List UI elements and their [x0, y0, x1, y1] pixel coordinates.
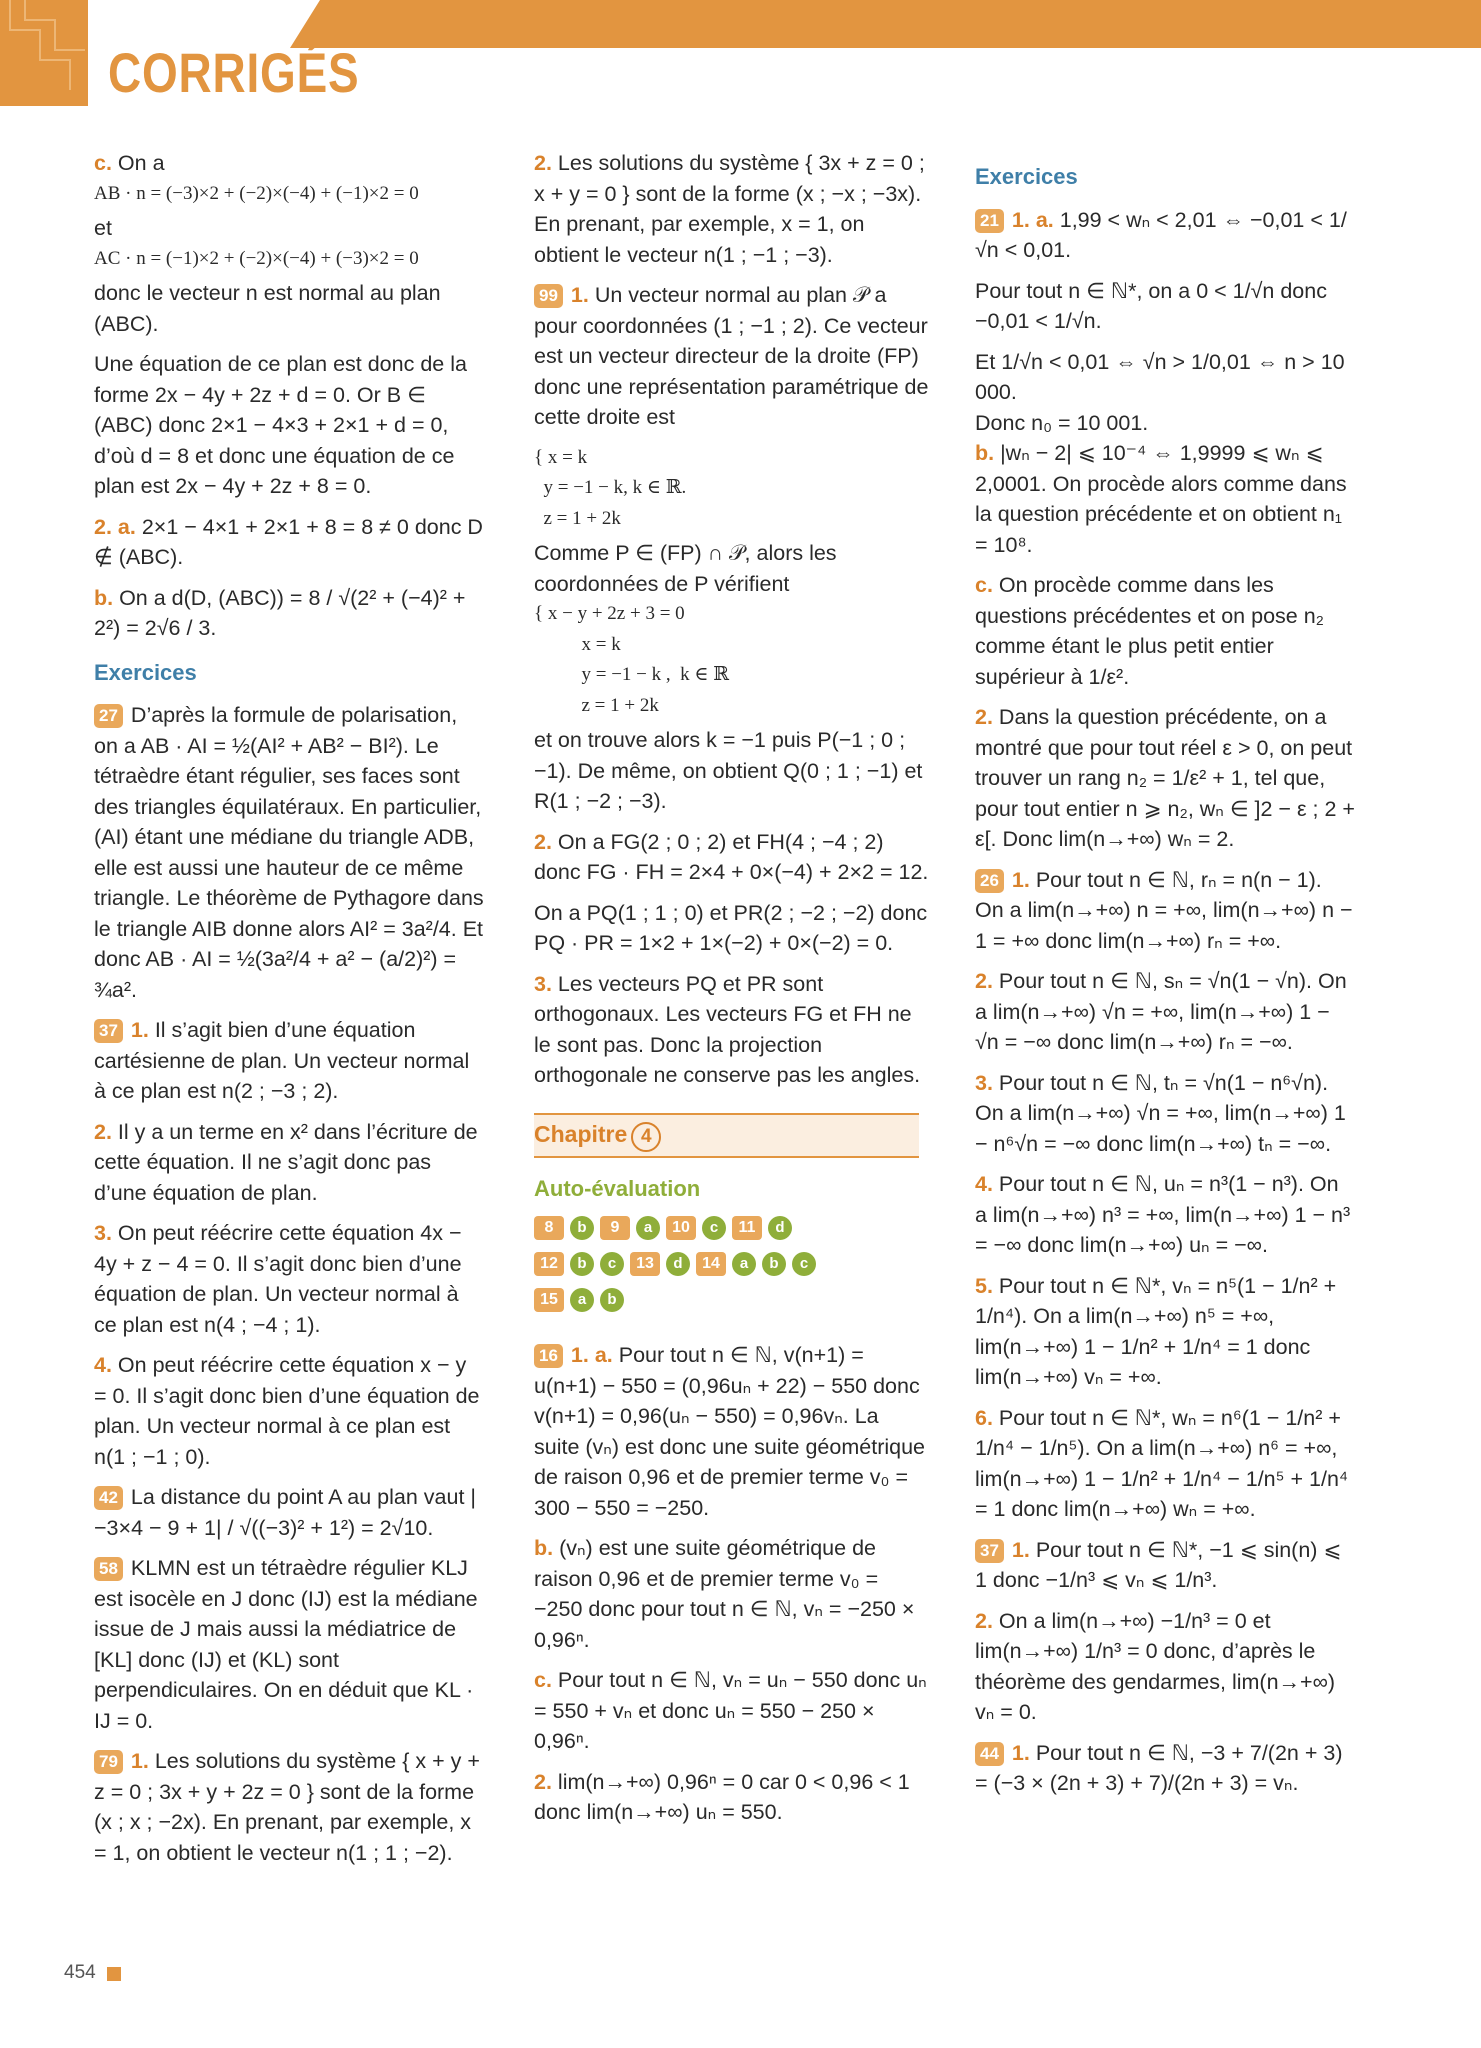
paragraph-text: (vₙ) est une suite géométrique de raison 0,96 et de premier terme v₀ = −250 donc pour tout n ∈ ℕ, vₙ = −250 × 0,96ⁿ.: [534, 1536, 915, 1652]
paragraph: [94, 1117, 484, 1209]
paragraph: [94, 278, 484, 339]
paragraph: [94, 1015, 484, 1107]
question-label: 1. a.: [1011, 207, 1054, 232]
paragraph-text: Pour tout n ∈ ℕ*, −1 ⩽ sin(n) ⩽ 1 donc −1/n³ ⩽ vₙ ⩽ 1/n³.: [975, 1537, 1342, 1592]
exercise-badge: 11: [732, 1216, 762, 1240]
paragraph-text: On a PQ(1 ; 1 ; 0) et PR(2 ; −2 ; −2) donc PQ · PR = 1×2 + 1×(−2) + 0×(−2) = 0.: [534, 900, 928, 955]
paragraph: [94, 148, 484, 179]
question-label: 4.: [94, 1353, 112, 1377]
paragraph-text: On procède comme dans les questions précédentes et on pose n₂ comme étant le plus petit entier supérieur à 1/ε².: [975, 573, 1325, 689]
column-right: [975, 148, 1355, 1809]
answer-badge: a: [732, 1252, 756, 1276]
paragraph: [534, 1665, 929, 1757]
formula: [94, 179, 484, 210]
paragraph: [534, 538, 929, 599]
question-label: 3.: [94, 1221, 112, 1245]
paragraph-text: |wₙ − 2| ⩽ 10⁻⁴ ⇔ 1,9999 ⩽ wₙ ⩽ 2,0001. On procède alors comme dans la question précédente et on obtient n₁ = 10⁸.: [975, 441, 1347, 557]
question-label: 3.: [534, 971, 552, 996]
exercise-badge: 10: [666, 1216, 696, 1240]
paragraph-text: Pour tout n ∈ ℕ, vₙ = uₙ − 550 donc uₙ = 550 + vₙ et donc uₙ = 550 − 250 × 0,96ⁿ.: [534, 1668, 927, 1753]
paragraph: [534, 898, 929, 959]
question-label: b.: [975, 441, 995, 465]
paragraph: [975, 1271, 1355, 1393]
paragraph-text: On a FG(2 ; 0 ; 2) et FH(4 ; −4 ; 2) donc FG · FH = 2×4 + 0×(−4) + 2×2 = 12.: [534, 829, 929, 884]
section-heading: Exercices: [94, 659, 197, 685]
paragraph: [534, 827, 929, 888]
paragraph-text: Les solutions du système { x + y + z = 0 ; 3x + y + 2z = 0 } sont de la forme (x ; x ; −2x). En prenant, par exemple, x = 1, on obtient le vecteur n(1 ; 1 ; −2).: [94, 1749, 480, 1865]
paragraph-text: Il s’agit bien d’une équation cartésienne de plan. Un vecteur normal à ce plan est n(2 ; −3 ; 2).: [94, 1018, 470, 1103]
paragraph: [975, 570, 1355, 692]
paragraph: [975, 1738, 1355, 1799]
page-number: 454: [64, 1962, 96, 1983]
paragraph-text: 2×1 − 4×1 + 2×1 + 8 = 8 ≠ 0 donc D ∉ (ABC).: [94, 514, 483, 569]
paragraph-text: On peut réécrire cette équation x − y = 0. Il s’agit donc bien d’une équation de plan. Un vecteur normal à ce plan est n(1 ; −1 ; 0).: [94, 1353, 480, 1469]
paragraph: [534, 725, 929, 817]
corner-stripes-icon: [0, 0, 88, 106]
question-label: b.: [534, 1536, 554, 1560]
answer-badge: d: [768, 1216, 792, 1240]
paragraph-text: On a: [111, 151, 165, 175]
auto-evaluation-item: [696, 1252, 816, 1276]
paragraph-text: On a lim(n→+∞) −1/n³ = 0 et lim(n→+∞) 1/n³ = 0 donc, d’après le théorème des gendarmes, lim(n→+∞) vₙ = 0.: [975, 1608, 1336, 1724]
paragraph: [975, 205, 1355, 266]
auto-evaluation-item: [630, 1252, 690, 1276]
exercise-badge: 13: [630, 1252, 660, 1276]
paragraph-text: et: [94, 216, 112, 240]
question-label: 2.: [534, 829, 552, 854]
paragraph: [94, 583, 484, 644]
answer-badge: b: [570, 1252, 594, 1276]
paragraph-text: Pour tout n ∈ ℕ, rₙ = n(n − 1). On a lim(n→+∞) n = +∞, lim(n→+∞) n − 1 = +∞ donc lim(n→+∞) rₙ = +∞.: [975, 867, 1353, 953]
paragraph: [534, 148, 929, 270]
answer-badge: b: [762, 1252, 786, 1276]
paragraph: [975, 1169, 1355, 1261]
auto-evaluation-item: [534, 1216, 594, 1240]
paragraph-text: Pour tout n ∈ ℕ*, on a 0 < 1/√n donc −0,01 < 1/√n.: [975, 278, 1327, 333]
paragraph: [94, 512, 484, 573]
paragraph: [975, 966, 1355, 1058]
paragraph: [94, 1350, 484, 1472]
exercise-badge: 8: [534, 1216, 564, 1240]
auto-evaluation-grid: [534, 1216, 864, 1318]
question-label: 1.: [130, 1749, 149, 1773]
paragraph-text: Pour tout n ∈ ℕ, −3 + 7/(2n + 3) = (−3 × (2n + 3) + 7)/(2n + 3) = vₙ.: [975, 1740, 1343, 1795]
exercise-badge: 26: [975, 869, 1004, 893]
auto-evaluation-item: [600, 1216, 660, 1240]
paragraph: [975, 865, 1355, 957]
answer-badge: c: [600, 1252, 624, 1276]
paragraph-text: Et 1/√n < 0,01 ⇔ √n > 1/0,01 ⇔ n > 10 000.: [975, 349, 1345, 404]
exercise-badge: 14: [696, 1252, 726, 1276]
answer-badge: d: [666, 1252, 690, 1276]
answer-badge: c: [792, 1252, 816, 1276]
exercise-badge: 21: [975, 209, 1004, 233]
paragraph: [534, 1533, 929, 1655]
exercise-badge: 44: [975, 1742, 1004, 1766]
paragraph-text: On peut réécrire cette équation 4x − 4y + z − 4 = 0. Il s’agit donc bien d’une équation de plan. Un vecteur normal à ce plan est n(4 ; −4 ; 1).: [94, 1221, 462, 1337]
header-corner-ornament: [0, 0, 88, 106]
paragraph-text: AB · n = (−3)×2 + (−2)×(−4) + (−1)×2 = 0: [94, 182, 419, 204]
question-label: 4.: [975, 1172, 993, 1196]
paragraph: [94, 213, 484, 244]
column-left: [94, 148, 484, 1878]
question-label: 1.: [1011, 867, 1030, 892]
paragraph-text: Pour tout n ∈ ℕ, sₙ = √n(1 − √n). On a lim(n→+∞) √n = +∞, lim(n→+∞) 1 − √n = −∞ donc lim(n→+∞) rₙ = −∞.: [975, 969, 1347, 1054]
exercise-badge: 9: [600, 1216, 630, 1240]
paragraph-text: Il y a un terme en x² dans l’écriture de cette équation. Il ne s’agit donc pas d’une équation de plan.: [94, 1119, 478, 1205]
paragraph-text: Pour tout n ∈ ℕ, v(n+1) = u(n+1) − 550 = (0,96uₙ + 22) − 550 donc v(n+1) = 0,96(uₙ − 550) = 0,96vₙ. La suite (vₙ) est donc une suite géométrique de raison 0,96 et de premier terme v₀ = 300 − 550 = −250.: [534, 1343, 925, 1520]
paragraph-text: et on trouve alors k = −1 puis P(−1 ; 0 ; −1). De même, on obtient Q(0 ; 1 ; −1) et R(1 ; −2 ; −3).: [534, 728, 923, 813]
question-label: c.: [534, 1668, 552, 1692]
exercise-badge: 15: [534, 1288, 564, 1312]
question-label: 1.: [130, 1018, 149, 1042]
chapter-title: Chapitre: [534, 1120, 628, 1147]
paragraph: [534, 1767, 929, 1828]
question-label: 1. a.: [570, 1343, 613, 1367]
exercise-badge: 16: [534, 1344, 563, 1368]
answer-badge: a: [636, 1216, 660, 1240]
paragraph: [975, 1403, 1355, 1525]
paragraph: [534, 1340, 929, 1523]
question-label: 1.: [1011, 1740, 1030, 1765]
auto-evaluation-item: [534, 1288, 624, 1312]
paragraph: [94, 349, 484, 502]
section-heading: Auto-évaluation: [534, 1175, 701, 1201]
paragraph-text: 1,99 < wₙ < 2,01 ⇔ −0,01 < 1/√n < 0,01.: [975, 207, 1347, 262]
exercise-badge: 37: [975, 1539, 1004, 1563]
paragraph: [975, 276, 1355, 337]
chapter-banner: [534, 1113, 919, 1158]
question-label: 2.: [534, 151, 552, 175]
question-label: 2. a.: [94, 514, 136, 539]
paragraph: [975, 1535, 1355, 1596]
formula: [94, 244, 484, 275]
auto-evaluation-item: [732, 1216, 792, 1240]
paragraph: [94, 1746, 484, 1868]
paragraph: [975, 702, 1355, 855]
paragraph-text: Dans la question précédente, on a montré que pour tout réel ε > 0, on peut trouver un rang n₂ = 1/ε² + 1, tel que, pour tout entier n ⩾ n₂, wₙ ∈ ]2 − ε ; 2 + ε[. Donc lim(n→+∞) wₙ = 2.: [975, 705, 1355, 851]
page-number-marker: [107, 1967, 121, 1981]
formula: [534, 443, 929, 535]
paragraph: [975, 1068, 1355, 1160]
formula: [534, 599, 929, 721]
paragraph: [975, 408, 1355, 439]
question-label: 3.: [975, 1070, 993, 1095]
auto-evaluation-item: [666, 1216, 726, 1240]
paragraph: [975, 347, 1355, 408]
question-label: 1.: [570, 283, 589, 307]
paragraph-text: KLMN est un tétraèdre régulier KLJ est isocèle en J donc (IJ) est la médiane issue de J mais aussi la médiatrice de [KL] donc (IJ) et (KL) sont perpendiculaires. On en déduit que KL · IJ = 0.: [94, 1556, 478, 1733]
exercise-badge: 58: [94, 1557, 123, 1581]
paragraph-text: { x − y + 2z + 3 = 0 x = k y = −1 − k , k ∈ ℝ z = 1 + 2k: [534, 603, 730, 716]
question-label: 2.: [975, 969, 993, 993]
section-heading: Exercices: [975, 164, 1078, 189]
paragraph: [975, 1606, 1355, 1728]
chapter-number: 4: [631, 1122, 661, 1152]
paragraph-text: Pour tout n ∈ ℕ, uₙ = n³(1 − n³). On a lim(n→+∞) n³ = +∞, lim(n→+∞) 1 − n³ = −∞ donc lim(n→+∞) uₙ = −∞.: [975, 1172, 1351, 1257]
auto-evaluation-item: [534, 1252, 624, 1276]
question-label: 6.: [975, 1405, 993, 1430]
paragraph-text: Les solutions du système { 3x + z = 0 ; x + y = 0 } sont de la forme (x ; −x ; −3x). En prenant, par exemple, x = 1, on obtient le vecteur n(1 ; −1 ; −3).: [534, 151, 925, 267]
paragraph-text: { x = k y = −1 − k, k ∈ ℝ. z = 1 + 2k: [534, 446, 687, 529]
question-label: 2.: [94, 1119, 112, 1144]
paragraph-text: Pour tout n ∈ ℕ, tₙ = √n(1 − n⁶√n). On a lim(n→+∞) √n = +∞, lim(n→+∞) 1 − n⁶√n = −∞ donc lim(n→+∞) tₙ = −∞.: [975, 1070, 1346, 1156]
paragraph-text: Comme P ∈ (FP) ∩ 𝒫, alors les coordonnées de P vérifient: [534, 541, 837, 596]
question-label: 1.: [1011, 1537, 1030, 1562]
paragraph-text: Pour tout n ∈ ℕ*, wₙ = n⁶(1 − 1/n² + 1/n⁴ − 1/n⁵). On a lim(n→+∞) n⁶ = +∞, lim(n→+∞) 1 − 1/n² + 1/n⁴ − 1/n⁵ + 1/n⁴ = 1 donc lim(n→+∞) wₙ = +∞.: [975, 1405, 1349, 1521]
paragraph: [534, 280, 929, 433]
answer-badge: b: [570, 1216, 594, 1240]
paragraph-text: D’après la formule de polarisation, on a AB · AI = ½(AI² + AB² − BI²). Le tétraèdre étant régulier, ses faces sont des triangles équilatéraux. En particulier, (AI) étant une médiane du triangle ADB, elle est aussi une hauteur de ce même triangle. Le théorème de Pythagore dans le triangle AIB donne alors AI² = 3a²/4. Et donc AB · AI = ½(3a²/4 + a² − (a/2)²) = ¾a².: [94, 703, 484, 1002]
paragraph: [975, 438, 1355, 560]
paragraph: [94, 1218, 484, 1340]
question-label: c.: [94, 151, 112, 175]
question-label: 2.: [534, 1769, 552, 1794]
paragraph-text: lim(n→+∞) 0,96ⁿ = 0 car 0 < 0,96 < 1 donc lim(n→+∞) uₙ = 550.: [534, 1769, 910, 1824]
paragraph-text: donc le vecteur n est normal au plan (ABC).: [94, 281, 441, 336]
paragraph-text: La distance du point A au plan vaut |−3×4 − 9 + 1| / √((−3)² + 1²) = 2√10.: [94, 1485, 476, 1540]
question-label: 5.: [975, 1273, 993, 1298]
paragraph: [94, 1482, 484, 1543]
page-title: CORRIGÉS: [108, 41, 360, 104]
question-label: 2.: [975, 1608, 993, 1633]
question-label: b.: [94, 585, 114, 610]
paragraph-text: Donc n₀ = 10 001.: [975, 410, 1149, 435]
paragraph: [94, 1553, 484, 1736]
paragraph: [94, 700, 484, 1005]
paragraph-text: Pour tout n ∈ ℕ*, vₙ = n⁵(1 − 1/n² + 1/n⁴). On a lim(n→+∞) n⁵ = +∞, lim(n→+∞) 1 − 1/n² + 1/n⁴ = 1 donc lim(n→+∞) vₙ = +∞.: [975, 1273, 1337, 1389]
paragraph-text: AC · n = (−1)×2 + (−2)×(−4) + (−3)×2 = 0: [94, 247, 419, 269]
exercise-badge: 79: [94, 1750, 123, 1774]
column-middle: [534, 148, 929, 1838]
exercise-badge: 12: [534, 1252, 564, 1276]
answer-badge: c: [702, 1216, 726, 1240]
paragraph-text: On a d(D, (ABC)) = 8 / √(2² + (−4)² + 2²) = 2√6 / 3.: [94, 585, 466, 640]
exercise-badge: 37: [94, 1019, 123, 1043]
exercise-badge: 99: [534, 284, 563, 308]
answer-badge: a: [570, 1288, 594, 1312]
paragraph-text: Les vecteurs PQ et PR sont orthogonaux. Les vecteurs FG et FH ne le sont pas. Donc la projection orthogonale ne conserve pas les angles.: [534, 971, 921, 1087]
question-label: 2.: [975, 705, 993, 729]
answer-badge: b: [600, 1288, 624, 1312]
paragraph-text: Une équation de ce plan est donc de la forme 2x − 4y + 2z + d = 0. Or B ∈ (ABC) donc 2×1 − 4×3 + 2×1 + d = 0, d’où d = 8 et donc une équation de ce plan est 2x − 4y + 2z + 8 = 0.: [94, 352, 467, 498]
question-label: c.: [975, 573, 993, 597]
exercise-badge: 42: [94, 1486, 123, 1510]
paragraph: [534, 969, 929, 1091]
exercise-badge: 27: [94, 704, 123, 728]
paragraph-text: Un vecteur normal au plan 𝒫 a pour coordonnées (1 ; −1 ; 2). Ce vecteur est un vecteur directeur de la droite (FP) donc une représentation paramétrique de cette droite est: [534, 283, 929, 429]
